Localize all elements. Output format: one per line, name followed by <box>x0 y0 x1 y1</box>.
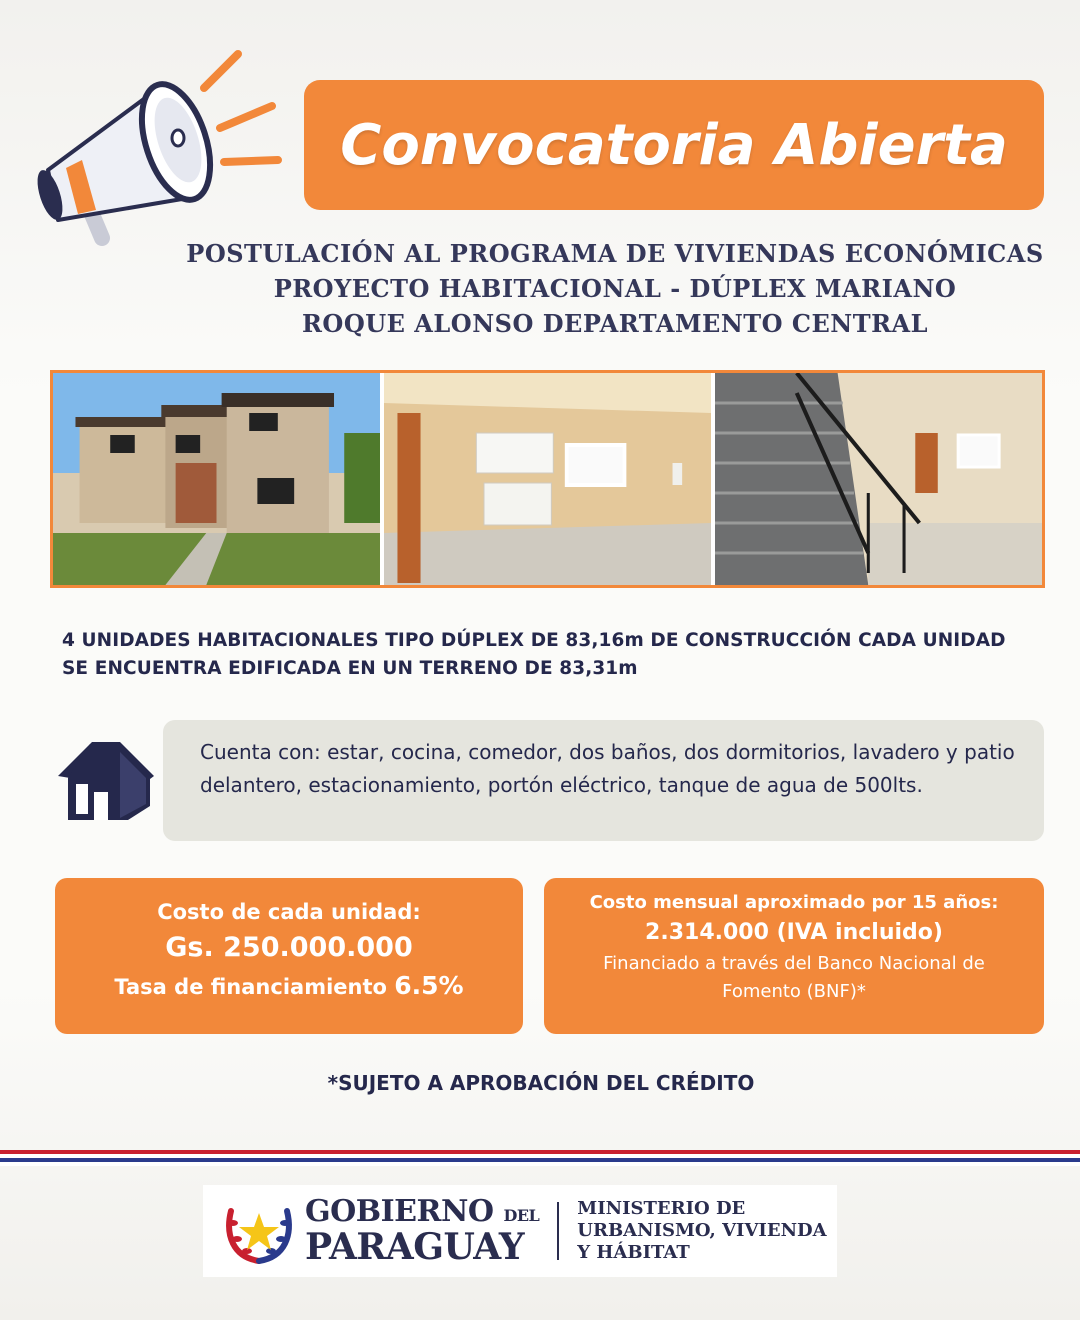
financing-rate-label: Tasa de financiamiento <box>114 975 387 999</box>
units-description <box>62 627 1052 683</box>
ministry-line: URBANISMO, VIVIENDA <box>577 1220 827 1241</box>
megaphone-icon <box>28 50 288 250</box>
ministry-name <box>577 1198 826 1264</box>
monthly-cost-amount: 2.314.000 (IVA incluido) <box>645 920 943 945</box>
government-logo <box>203 1185 837 1277</box>
unit-cost-label: Costo de cada unidad: <box>157 900 421 924</box>
monthly-cost-card <box>544 878 1044 1034</box>
financing-note: Financiado a través del Banco Nacional de Fomento (BNF)* <box>603 953 985 1002</box>
monthly-cost-label: Costo mensual aproximado por 15 años: <box>589 892 999 913</box>
gov-line1: GOBIERNO <box>305 1194 494 1229</box>
photo-exterior <box>53 373 380 585</box>
paraguay-seal-icon <box>219 1191 299 1271</box>
flag-stripes <box>0 1150 1080 1166</box>
units-line: SE ENCUENTRA EDIFICADA EN UN TERRENO DE 83,31m <box>62 658 638 679</box>
financing-rate-value: 6.5% <box>394 971 464 1000</box>
logo-divider <box>557 1202 559 1260</box>
units-line: 4 UNIDADES HABITACIONALES TIPO DÚPLEX DE 83,16m DE CONSTRUCCIÓN CADA UNIDAD <box>62 630 1006 651</box>
subtitle-line: ROQUE ALONSO DEPARTAMENTO CENTRAL <box>301 309 929 338</box>
photo-strip <box>50 370 1045 588</box>
subtitle-line: POSTULACIÓN AL PROGRAMA DE VIVIENDAS ECONÓMICAS <box>186 239 1044 268</box>
page-title: Convocatoria Abierta <box>340 112 1008 178</box>
photo-stairs <box>715 373 1042 585</box>
ministry-line: Y HÁBITAT <box>577 1242 690 1263</box>
house-icon <box>58 738 154 822</box>
credit-disclaimer: *SUJETO A APROBACIÓN DEL CRÉDITO <box>327 1071 755 1095</box>
gov-line2: PARAGUAY <box>305 1226 525 1268</box>
government-name <box>305 1194 540 1268</box>
unit-price: Gs. 250.000.000 <box>165 932 413 963</box>
subtitle <box>150 236 1080 341</box>
gov-del: DEL <box>503 1206 540 1225</box>
features-panel <box>163 720 1044 841</box>
unit-cost-card <box>55 878 523 1034</box>
financing-rate <box>55 968 523 1005</box>
title-banner <box>304 80 1044 210</box>
ministry-line: MINISTERIO DE <box>577 1198 746 1219</box>
features-text: Cuenta con: estar, cocina, comedor, dos baños, dos dormitorios, lavadero y patio delantero, estacionamiento, portón eléctrico, tanque de agua de 500lts. <box>200 740 1015 797</box>
photo-kitchen <box>384 373 711 585</box>
subtitle-line: PROYECTO HABITACIONAL - DÚPLEX MARIANO <box>273 274 957 303</box>
